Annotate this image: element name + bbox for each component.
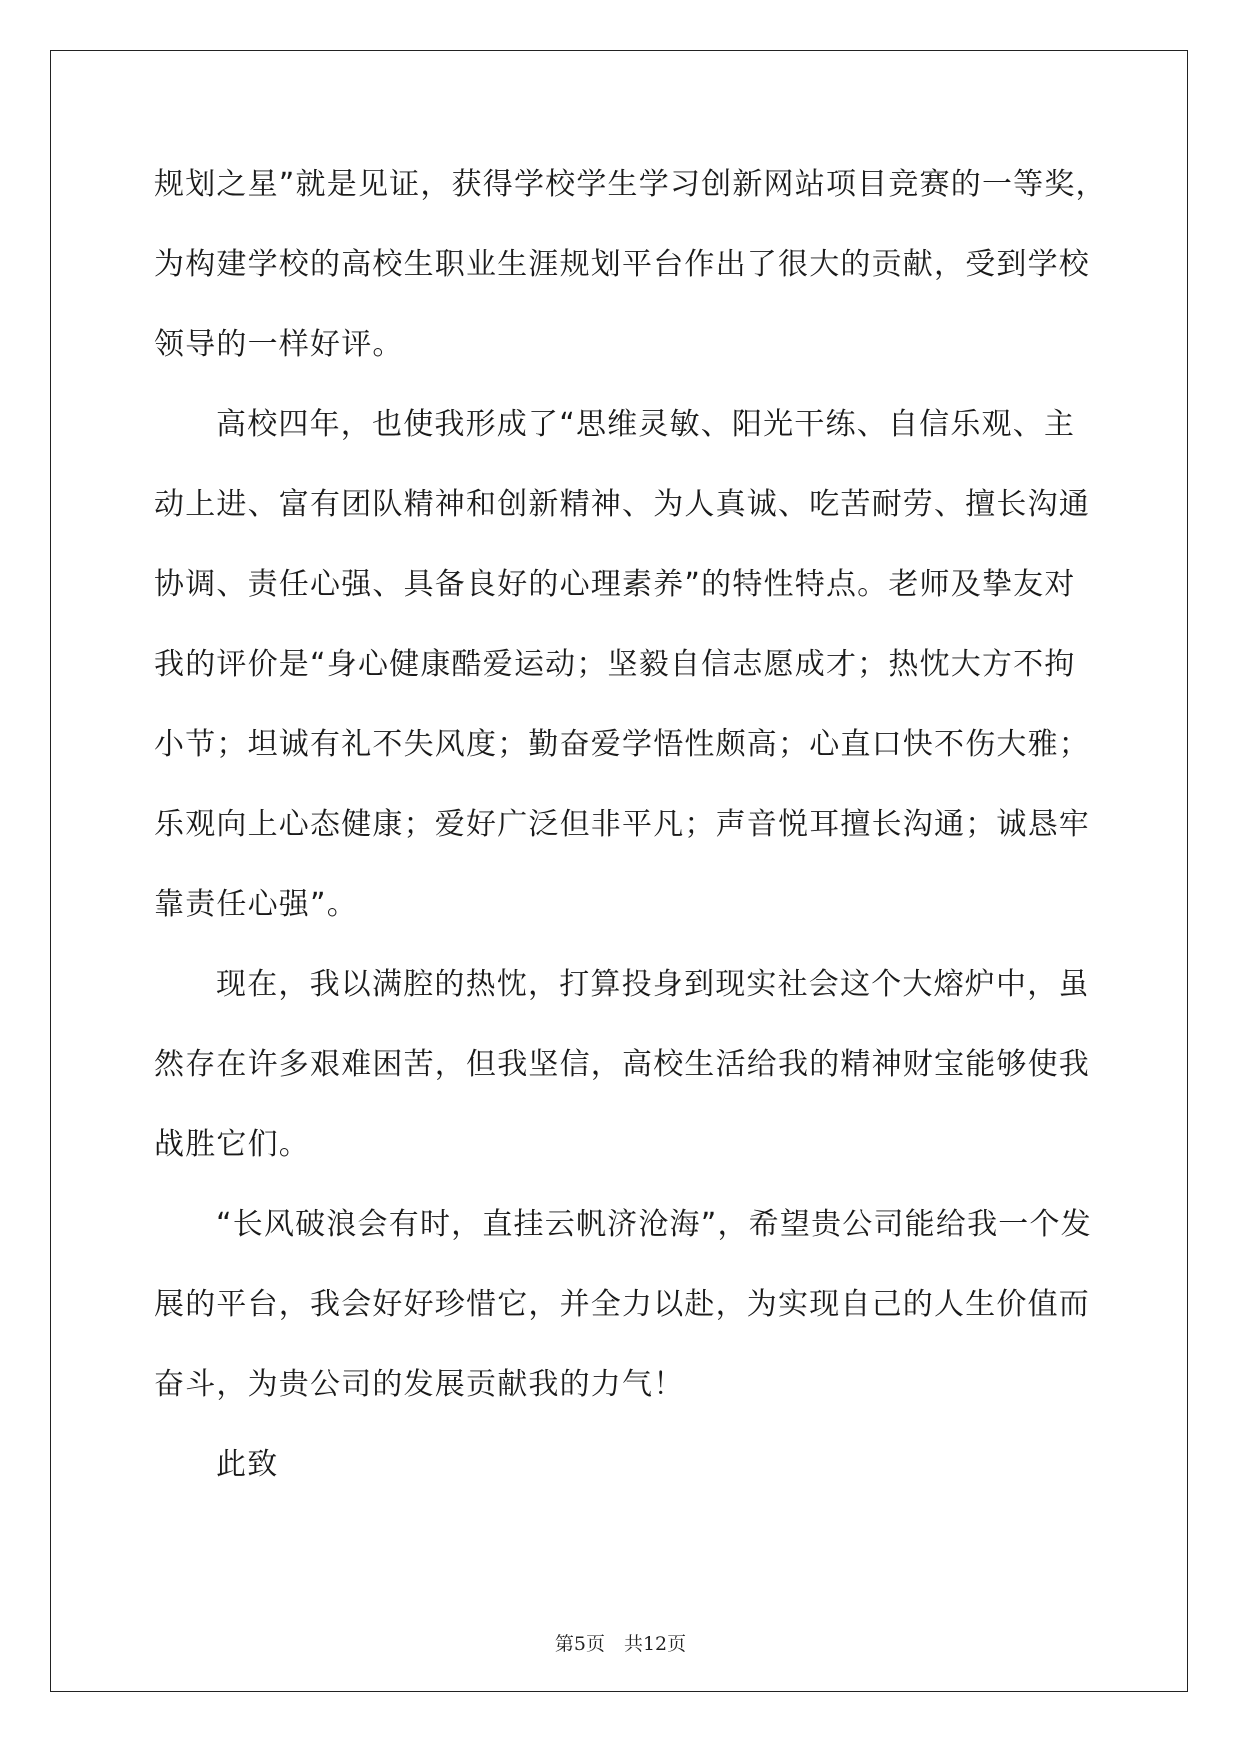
text-line: 战胜它们。 bbox=[154, 1127, 310, 1162]
text-line: 领导的一样好评。 bbox=[154, 327, 404, 362]
page-number: 第5页 共12页 bbox=[554, 1633, 687, 1655]
text-line: 展的平台，我会好好珍惜它，并全力以赴，为实现自己的人生价值而 bbox=[154, 1287, 1090, 1322]
text-line: 小节；坦诚有礼不失风度；勤奋爱学悟性颇高；心直口快不伤大雅； bbox=[154, 727, 1090, 762]
text-line: 乐观向上心态健康；爱好广泛但非平凡；声音悦耳擅长沟通；诚恳牢 bbox=[154, 807, 1090, 842]
text-line: 协调、责任心强、具备良好的心理素养”的特性特点。老师及挚友对 bbox=[154, 567, 1076, 602]
paragraph-first-line: 现在，我以满腔的热忱，打算投身到现实社会这个大熔炉中，虽 bbox=[216, 967, 1090, 1002]
text-line: 奋斗，为贵公司的发展贡献我的力气！ bbox=[154, 1367, 685, 1402]
text-line: 动上进、富有团队精神和创新精神、为人真诚、吃苦耐劳、擅长沟通 bbox=[154, 487, 1090, 522]
paragraph-first-line: 高校四年，也使我形成了“思维灵敏、阳光干练、自信乐观、主 bbox=[216, 407, 1076, 442]
text-line: 靠责任心强”。 bbox=[154, 887, 358, 922]
paragraph-first-line: “长风破浪会有时，直挂云帆济沧海”，希望贵公司能给我一个发 bbox=[216, 1207, 1092, 1242]
closing-salutation: 此致 bbox=[216, 1447, 279, 1482]
letter-body bbox=[154, 163, 1107, 1523]
text-line: 然存在许多艰难困苦，但我坚信，高校生活给我的精神财宝能够使我 bbox=[154, 1047, 1090, 1082]
text-line: 为构建学校的高校生职业生涯规划平台作出了很大的贡献，受到学校 bbox=[154, 247, 1090, 282]
text-line: 规划之星”就是见证，获得学校学生学习创新网站项目竞赛的一等奖， bbox=[154, 167, 1107, 202]
text-line: 我的评价是“身心健康酷爱运动；坚毅自信志愿成才；热忱大方不拘 bbox=[154, 647, 1076, 682]
